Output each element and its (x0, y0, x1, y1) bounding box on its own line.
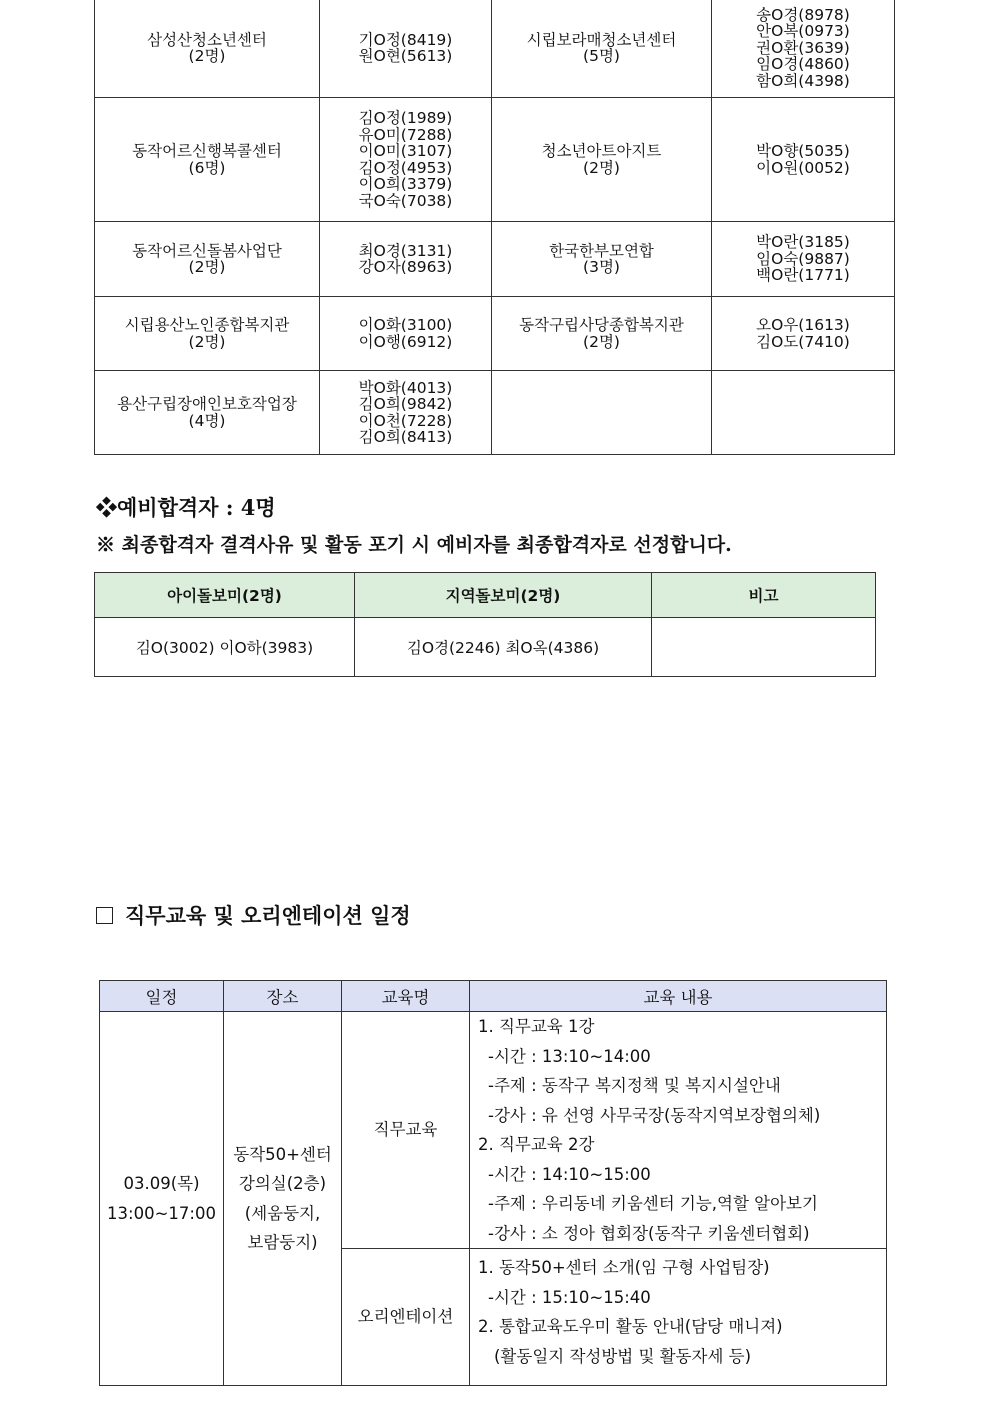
participant-name: 김O희(9842) (358, 395, 453, 413)
place-line: 강의실(2층) (238, 1174, 327, 1193)
placement-org (492, 297, 712, 371)
participant-name: 김O정(1989) (358, 109, 453, 127)
placement-org (95, 0, 320, 98)
header-content: 교육 내용 (470, 981, 887, 1012)
placement-org (492, 222, 712, 297)
org-name: 청소년아트아지트 (541, 142, 662, 160)
placement-names (320, 98, 492, 222)
content-line: 1. 직무교육 1강 (478, 1017, 595, 1036)
reserve-table (94, 572, 876, 677)
header-date: 일정 (100, 981, 224, 1012)
content-line: 2. 통합교육도우미 활동 안내(담당 매니져) (478, 1317, 783, 1336)
content-line: -강사 : 소 정아 협회장(동작구 키움센터협회) (488, 1223, 810, 1243)
placement-table (94, 0, 895, 455)
schedule-place (224, 1012, 342, 1386)
reserve-title: ❖예비합격자 : 4명 (96, 495, 276, 520)
org-count: (3명) (583, 258, 620, 276)
placement-row (95, 98, 895, 222)
org-count: (2명) (188, 47, 226, 65)
participant-name: 임O경(4860) (756, 55, 850, 74)
course-content-orientation (470, 1249, 887, 1386)
placement-org (95, 222, 320, 297)
participant-name: 권O환(3639) (756, 38, 850, 57)
placement-org (492, 98, 712, 222)
reserve-header-remarks: 비고 (652, 573, 876, 618)
org-name: 용산구립장애인보호작업장 (117, 395, 297, 413)
reserve-value-remarks (652, 618, 876, 677)
placement-row (95, 0, 895, 98)
reserve-value-community-care: 김O경(2246) 최O옥(4386) (355, 618, 652, 677)
placement-names (320, 0, 492, 98)
placement-names (712, 222, 895, 297)
course-content-job-training (470, 1012, 887, 1249)
schedule-date: 03.09(목) (123, 1174, 200, 1193)
participant-name: 최O경(3131) (358, 241, 453, 260)
org-name: 동작어르신돌봄사업단 (132, 241, 282, 260)
participant-name: 백O란(1771) (756, 266, 850, 285)
content-line: -시간 : 15:10~15:40 (488, 1287, 651, 1307)
participant-name: 원O현(5613) (358, 47, 453, 65)
place-line: 동작50+센터 (233, 1144, 332, 1164)
participant-name: 김O정(4953) (358, 158, 453, 177)
education-schedule-table (99, 980, 887, 1386)
content-line: (활동일지 작성방법 및 활동자세 등) (494, 1346, 751, 1366)
participant-name: 이O원(0052) (756, 158, 850, 177)
participant-name: 임O숙(9887) (756, 249, 850, 268)
participant-name: 강O자(8963) (358, 258, 453, 276)
participant-name: 이O희(3379) (358, 175, 453, 193)
org-count: (5명) (583, 47, 620, 65)
participant-name: 오O우(1613) (756, 316, 850, 334)
checkbox-icon (96, 907, 113, 924)
placement-row (95, 371, 895, 455)
course-name-orientation: 오리엔테이션 (342, 1249, 470, 1386)
content-line: -주제 : 우리동네 키움센터 기능,역할 알아보기 (488, 1194, 818, 1213)
content-line: 1. 동작50+센터 소개(임 구형 사업팀장) (478, 1258, 770, 1277)
header-place: 장소 (224, 981, 342, 1012)
reserve-note: ※ 최종합격자 결격사유 및 활동 포기 시 예비자를 최종합격자로 선정합니다. (96, 534, 732, 556)
participant-name: 박O화(4013) (358, 378, 453, 397)
participant-name: 김O희(8413) (358, 428, 453, 446)
content-line: -주제 : 동작구 복지정책 및 복지시설안내 (488, 1076, 781, 1095)
participant-name: 이O천(7228) (358, 411, 453, 430)
org-name: 한국한부모연합 (549, 241, 654, 260)
placement-org (95, 98, 320, 222)
placement-names (712, 371, 895, 455)
org-count: (2명) (583, 332, 620, 351)
participant-name: 함O희(4398) (756, 71, 850, 90)
placement-row (95, 222, 895, 297)
participant-name: 이O미(3107) (358, 142, 453, 160)
reserve-value-child-care: 김O(3002) 이O하(3983) (95, 618, 355, 677)
org-count: (2명) (583, 158, 620, 177)
reserve-header-child-care: 아이돌보미(2명) (95, 573, 355, 618)
org-name: 동작구립사당종합복지관 (519, 316, 684, 334)
org-count: (2명) (188, 258, 226, 276)
placement-names (712, 0, 895, 98)
placement-names (320, 297, 492, 371)
participant-name: 김O도(7410) (756, 332, 850, 351)
org-name: 삼성산청소년센터 (147, 30, 267, 49)
org-name: 시립용산노인종합복지관 (124, 316, 290, 334)
schedule-time: 13:00~17:00 (107, 1203, 216, 1223)
org-count: (6명) (188, 158, 226, 177)
participant-name: 박O란(3185) (756, 233, 850, 252)
placement-org (492, 371, 712, 455)
place-line: (세움둥지, (244, 1203, 321, 1223)
place-line: 보람둥지) (247, 1233, 318, 1252)
schedule-datetime (100, 1012, 224, 1386)
org-count: (2명) (188, 332, 226, 351)
placement-names (320, 371, 492, 455)
content-line: 2. 직무교육 2강 (478, 1135, 595, 1154)
org-name: 시립보라매청소년센터 (526, 30, 677, 49)
participant-name: 안O복(0973) (756, 22, 850, 41)
header-course: 교육명 (342, 981, 470, 1012)
content-line: -시간 : 14:10~15:00 (488, 1164, 651, 1184)
placement-org (95, 371, 320, 455)
participant-name: 기O정(8419) (358, 30, 453, 49)
content-line: -강사 : 유 선영 사무국장(동작지역보장협의체) (488, 1105, 821, 1125)
education-title (96, 900, 411, 930)
course-name-job-training: 직무교육 (342, 1012, 470, 1249)
placement-row (95, 297, 895, 371)
participant-name: 이O행(6912) (358, 332, 453, 351)
participant-name: 박O향(5035) (756, 142, 850, 160)
content-line: -시간 : 13:10~14:00 (488, 1046, 651, 1066)
participant-name: 국O숙(7038) (358, 191, 453, 210)
placement-org (492, 0, 712, 98)
placement-names (320, 222, 492, 297)
placement-org (95, 297, 320, 371)
placement-names (712, 297, 895, 371)
org-count: (4명) (188, 411, 226, 430)
placement-names (712, 98, 895, 222)
participant-name: 유O미(7288) (358, 125, 453, 144)
reserve-header-community-care: 지역돌보미(2명) (355, 573, 652, 618)
participant-name: 송O경(8978) (756, 5, 850, 24)
education-title-text: 직무교육 및 오리엔테이션 일정 (125, 903, 411, 928)
org-name: 동작어르신행복콜센터 (132, 142, 282, 160)
participant-name: 이O화(3100) (358, 316, 453, 334)
